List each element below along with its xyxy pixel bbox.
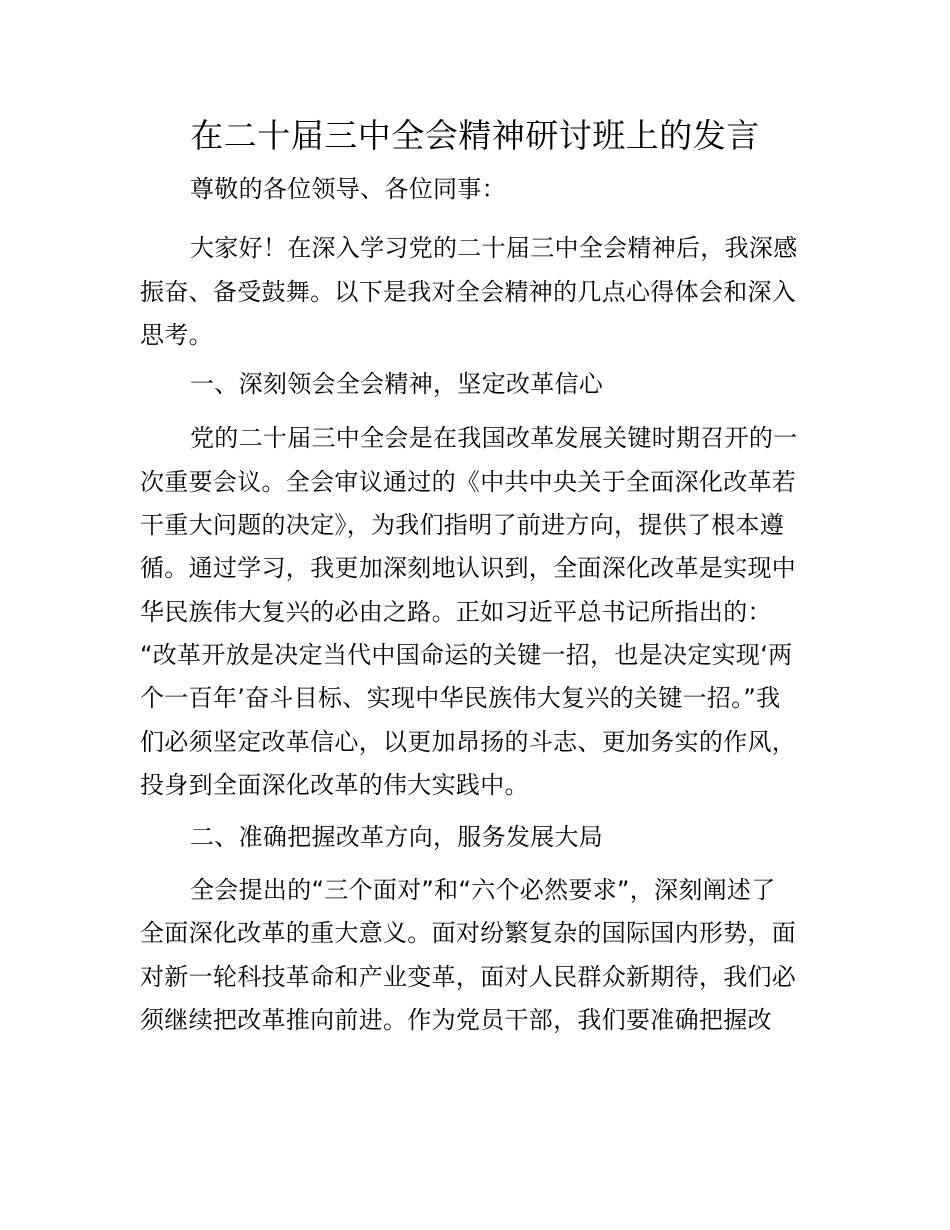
section-heading-1: 一、深刻领会全会精神，坚定改革信心	[190, 370, 604, 398]
salutation: 尊敬的各位领导、各位同事：	[190, 175, 506, 203]
paragraph-3-line-4: 须继续把改革推向前进。作为党员干部，我们要准确把握改	[140, 1006, 772, 1034]
paragraph-2-line-9: 投身到全面深化改革的伟大实践中。	[140, 771, 529, 799]
section-heading-2: 二、准确把握改革方向，服务发展大局	[190, 823, 604, 851]
paragraph-3-line-3: 对新一轮科技革命和产业变革，面对人民群众新期待，我们必	[140, 963, 797, 991]
paragraph-3-line-2: 全面深化改革的重大意义。面对纷繁复杂的国际国内形势，面	[140, 919, 797, 947]
paragraph-2-line-3: 干重大问题的决定》，为我们指明了前进方向，提供了根本遵	[140, 511, 785, 539]
paragraph-2-line-1: 党的二十届三中全会是在我国改革发展关键时期召开的一	[190, 424, 798, 452]
paragraph-2-line-7: 个一百年’奋斗目标、实现中华民族伟大复兴的关键一招。”我	[140, 684, 781, 712]
paragraph-2-line-6: “改革开放是决定当代中国命运的关键一招，也是决定实现‘两	[140, 641, 793, 669]
paragraph-1-line-2: 振奋、备受鼓舞。以下是我对全会精神的几点心得体会和深入	[140, 278, 797, 306]
paragraph-2-line-2: 次重要会议。全会审议通过的《中共中央关于全面深化改革若	[140, 468, 797, 496]
document-title: 在二十届三中全会精神研讨班上的发言	[190, 116, 760, 155]
paragraph-1-line-3: 思考。	[140, 321, 213, 349]
paragraph-3-line-1: 全会提出的“三个面对”和“六个必然要求”，深刻阐述了	[190, 876, 776, 904]
paragraph-1-line-1: 大家好！在深入学习党的二十届三中全会精神后，我深感	[190, 234, 798, 262]
paragraph-2-line-8: 们必须坚定改革信心，以更加昂扬的斗志、更加务实的作风，	[140, 728, 797, 756]
paragraph-2-line-5: 华民族伟大复兴的必由之路。正如习近平总书记所指出的：	[140, 598, 772, 626]
paragraph-2-line-4: 循。通过学习，我更加深刻地认识到，全面深化改革是实现中	[140, 554, 797, 582]
